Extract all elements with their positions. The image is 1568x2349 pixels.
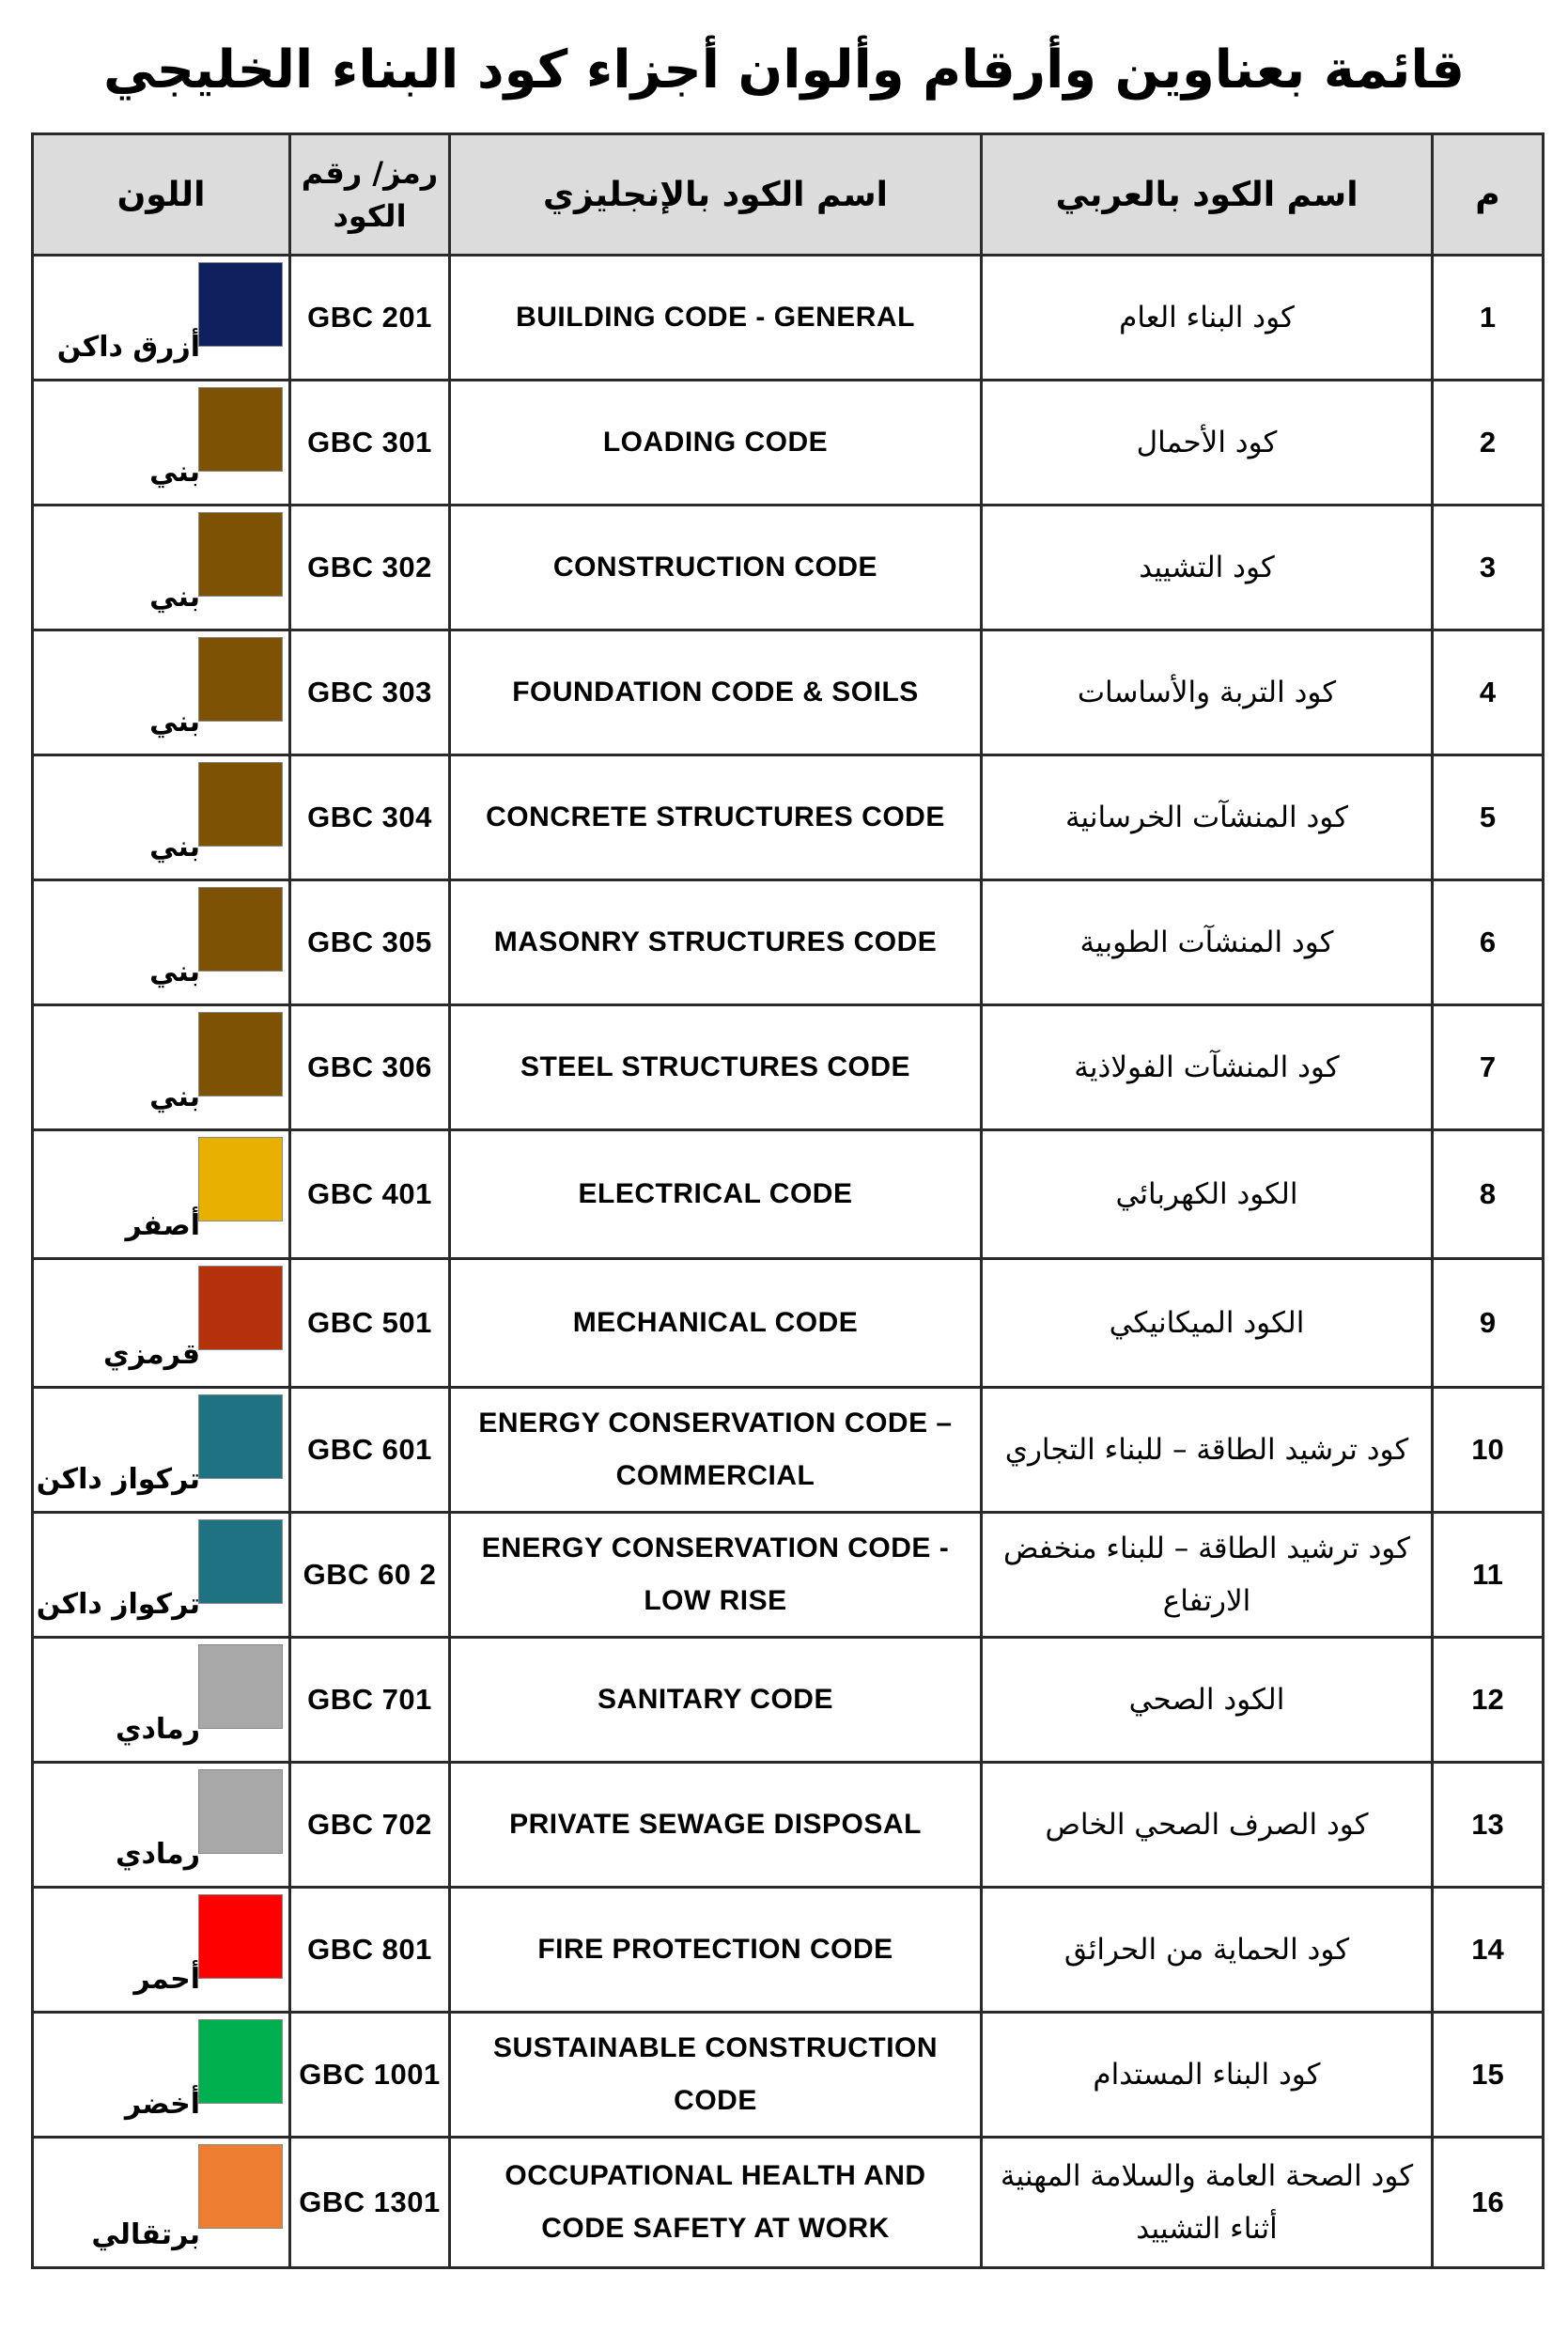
color-cell — [33, 755, 290, 880]
table-row — [33, 506, 1544, 630]
color-swatch — [198, 2019, 283, 2104]
arabic-name-cell: كود ترشيد الطاقة – للبناء منخفض الارتفاع — [982, 1513, 1433, 1638]
arabic-name-cell: الكود الميكانيكي — [982, 1259, 1433, 1388]
table-row — [33, 1130, 1544, 1259]
index-cell: 13 — [1433, 1763, 1544, 1888]
color-name: تركواز داكن — [36, 1588, 200, 1621]
color-name: قرمزي — [102, 1338, 200, 1371]
table-row — [33, 1888, 1544, 2013]
code-cell: GBC 702 — [290, 1763, 450, 1888]
arabic-name-cell: كود المنشآت الفولاذية — [982, 1005, 1433, 1130]
color-swatch — [198, 887, 283, 972]
code-cell: GBC 401 — [290, 1130, 450, 1259]
color-name: بني — [149, 1081, 200, 1113]
color-name: بني — [149, 456, 200, 489]
color-swatch — [198, 512, 283, 597]
table-row — [33, 880, 1544, 1005]
color-swatch — [198, 1769, 283, 1854]
color-cell — [33, 1130, 290, 1259]
english-name-cell: ELECTRICAL CODE — [450, 1130, 982, 1259]
color-cell — [33, 1259, 290, 1388]
table-row — [33, 1005, 1544, 1130]
color-swatch — [198, 1644, 283, 1729]
arabic-name-cell: كود الصرف الصحي الخاص — [982, 1763, 1433, 1888]
english-name-cell: MASONRY STRUCTURES CODE — [450, 880, 982, 1005]
table-row — [33, 1259, 1544, 1388]
color-swatch — [198, 1266, 283, 1350]
color-cell — [33, 2138, 290, 2268]
table-row — [33, 1638, 1544, 1763]
color-swatch — [198, 1012, 283, 1097]
index-cell: 2 — [1433, 381, 1544, 506]
color-cell — [33, 1513, 290, 1638]
english-name-cell: LOADING CODE — [450, 381, 982, 506]
arabic-name-cell: كود التربة والأساسات — [982, 630, 1433, 755]
color-name: بني — [149, 956, 200, 988]
color-cell — [33, 1388, 290, 1513]
english-name-cell: ENERGY CONSERVATION CODE – COMMERCIAL — [450, 1388, 982, 1513]
color-cell — [33, 880, 290, 1005]
english-name-cell: PRIVATE SEWAGE DISPOSAL — [450, 1763, 982, 1888]
index-cell: 8 — [1433, 1130, 1544, 1259]
color-cell — [33, 2013, 290, 2138]
code-cell: GBC 1301 — [290, 2138, 450, 2268]
color-name: بني — [149, 831, 200, 863]
color-swatch — [198, 1894, 283, 1979]
code-cell: GBC 302 — [290, 506, 450, 630]
english-name-cell: CONSTRUCTION CODE — [450, 506, 982, 630]
arabic-name-cell: كود البناء العام — [982, 256, 1433, 381]
index-cell: 14 — [1433, 1888, 1544, 2013]
code-cell: GBC 305 — [290, 880, 450, 1005]
color-cell — [33, 506, 290, 630]
header-arabic-name: اسم الكود بالعربي — [982, 134, 1433, 256]
color-name: أزرق داكن — [56, 331, 200, 364]
header-english-name: اسم الكود بالإنجليزي — [450, 134, 982, 256]
index-cell: 3 — [1433, 506, 1544, 630]
color-cell — [33, 1888, 290, 2013]
english-name-cell: OCCUPATIONAL HEALTH AND CODE SAFETY AT WORK — [450, 2138, 982, 2268]
index-cell: 7 — [1433, 1005, 1544, 1130]
color-name: برتقالي — [91, 2218, 200, 2251]
page-title: قائمة بعناوين وأرقام وألوان أجزاء كود البناء الخليجي — [102, 39, 1466, 101]
english-name-cell: FIRE PROTECTION CODE — [450, 1888, 982, 2013]
arabic-name-cell: كود المنشآت الخرسانية — [982, 755, 1433, 880]
color-cell — [33, 1005, 290, 1130]
english-name-cell: ENERGY CONSERVATION CODE - LOW RISE — [450, 1513, 982, 1638]
arabic-name-cell: الكود الكهربائي — [982, 1130, 1433, 1259]
table-row — [33, 630, 1544, 755]
index-cell: 10 — [1433, 1388, 1544, 1513]
index-cell: 9 — [1433, 1259, 1544, 1388]
code-cell: GBC 201 — [290, 256, 450, 381]
color-swatch — [198, 262, 283, 347]
code-cell: GBC 801 — [290, 1888, 450, 2013]
color-cell — [33, 1638, 290, 1763]
color-swatch — [198, 1394, 283, 1479]
color-name: تركواز داكن — [36, 1463, 200, 1496]
code-cell: GBC 301 — [290, 381, 450, 506]
codes-table — [31, 132, 1545, 2269]
color-name: أخضر — [124, 2088, 200, 2121]
color-swatch — [198, 387, 283, 472]
index-cell: 4 — [1433, 630, 1544, 755]
code-cell: GBC 701 — [290, 1638, 450, 1763]
index-cell: 16 — [1433, 2138, 1544, 2268]
arabic-name-cell: كود ترشيد الطاقة – للبناء التجاري — [982, 1388, 1433, 1513]
header-code-symbol: رمز/ رقم الكود — [290, 134, 450, 256]
color-swatch — [198, 1137, 283, 1221]
color-cell — [33, 256, 290, 381]
table-row — [33, 2138, 1544, 2268]
code-cell: GBC 303 — [290, 630, 450, 755]
code-cell: GBC 1001 — [290, 2013, 450, 2138]
color-swatch — [198, 762, 283, 847]
color-swatch — [198, 637, 283, 722]
color-swatch — [198, 1519, 283, 1604]
header-index: م — [1433, 134, 1544, 256]
color-cell — [33, 630, 290, 755]
english-name-cell: SUSTAINABLE CONSTRUCTION CODE — [450, 2013, 982, 2138]
english-name-cell: STEEL STRUCTURES CODE — [450, 1005, 982, 1130]
index-cell: 15 — [1433, 2013, 1544, 2138]
index-cell: 6 — [1433, 880, 1544, 1005]
table-row — [33, 256, 1544, 381]
english-name-cell: FOUNDATION CODE & SOILS — [450, 630, 982, 755]
table-row — [33, 1388, 1544, 1513]
index-cell: 11 — [1433, 1513, 1544, 1638]
index-cell: 1 — [1433, 256, 1544, 381]
english-name-cell: CONCRETE STRUCTURES CODE — [450, 755, 982, 880]
arabic-name-cell: كود التشييد — [982, 506, 1433, 630]
arabic-name-cell: كود المنشآت الطوبية — [982, 880, 1433, 1005]
code-cell: GBC 601 — [290, 1388, 450, 1513]
color-cell — [33, 1763, 290, 1888]
table-row — [33, 1763, 1544, 1888]
table-row — [33, 381, 1544, 506]
arabic-name-cell: كود الحماية من الحرائق — [982, 1888, 1433, 2013]
color-name: أصفر — [125, 1209, 200, 1242]
arabic-name-cell: كود الأحمال — [982, 381, 1433, 506]
arabic-name-cell: كود البناء المستدام — [982, 2013, 1433, 2138]
arabic-name-cell: كود الصحة العامة والسلامة المهنية أثناء التشييد — [982, 2138, 1433, 2268]
english-name-cell: BUILDING CODE - GENERAL — [450, 256, 982, 381]
code-cell: GBC 304 — [290, 755, 450, 880]
table-row — [33, 1513, 1544, 1638]
english-name-cell: SANITARY CODE — [450, 1638, 982, 1763]
english-name-cell: MECHANICAL CODE — [450, 1259, 982, 1388]
arabic-name-cell: الكود الصحي — [982, 1638, 1433, 1763]
header-color: اللون — [33, 134, 290, 256]
color-swatch — [198, 2144, 283, 2229]
code-cell: GBC 501 — [290, 1259, 450, 1388]
color-name: رمادي — [116, 1713, 200, 1746]
table-row — [33, 755, 1544, 880]
code-cell: GBC 60 2 — [290, 1513, 450, 1638]
header-row — [33, 134, 1544, 256]
index-cell: 5 — [1433, 755, 1544, 880]
index-cell: 12 — [1433, 1638, 1544, 1763]
color-name: أحمر — [133, 1963, 200, 1996]
table-row — [33, 2013, 1544, 2138]
code-cell: GBC 306 — [290, 1005, 450, 1130]
color-cell — [33, 381, 290, 506]
color-name: بني — [149, 581, 200, 614]
color-name: رمادي — [116, 1838, 200, 1871]
color-name: بني — [149, 706, 200, 739]
